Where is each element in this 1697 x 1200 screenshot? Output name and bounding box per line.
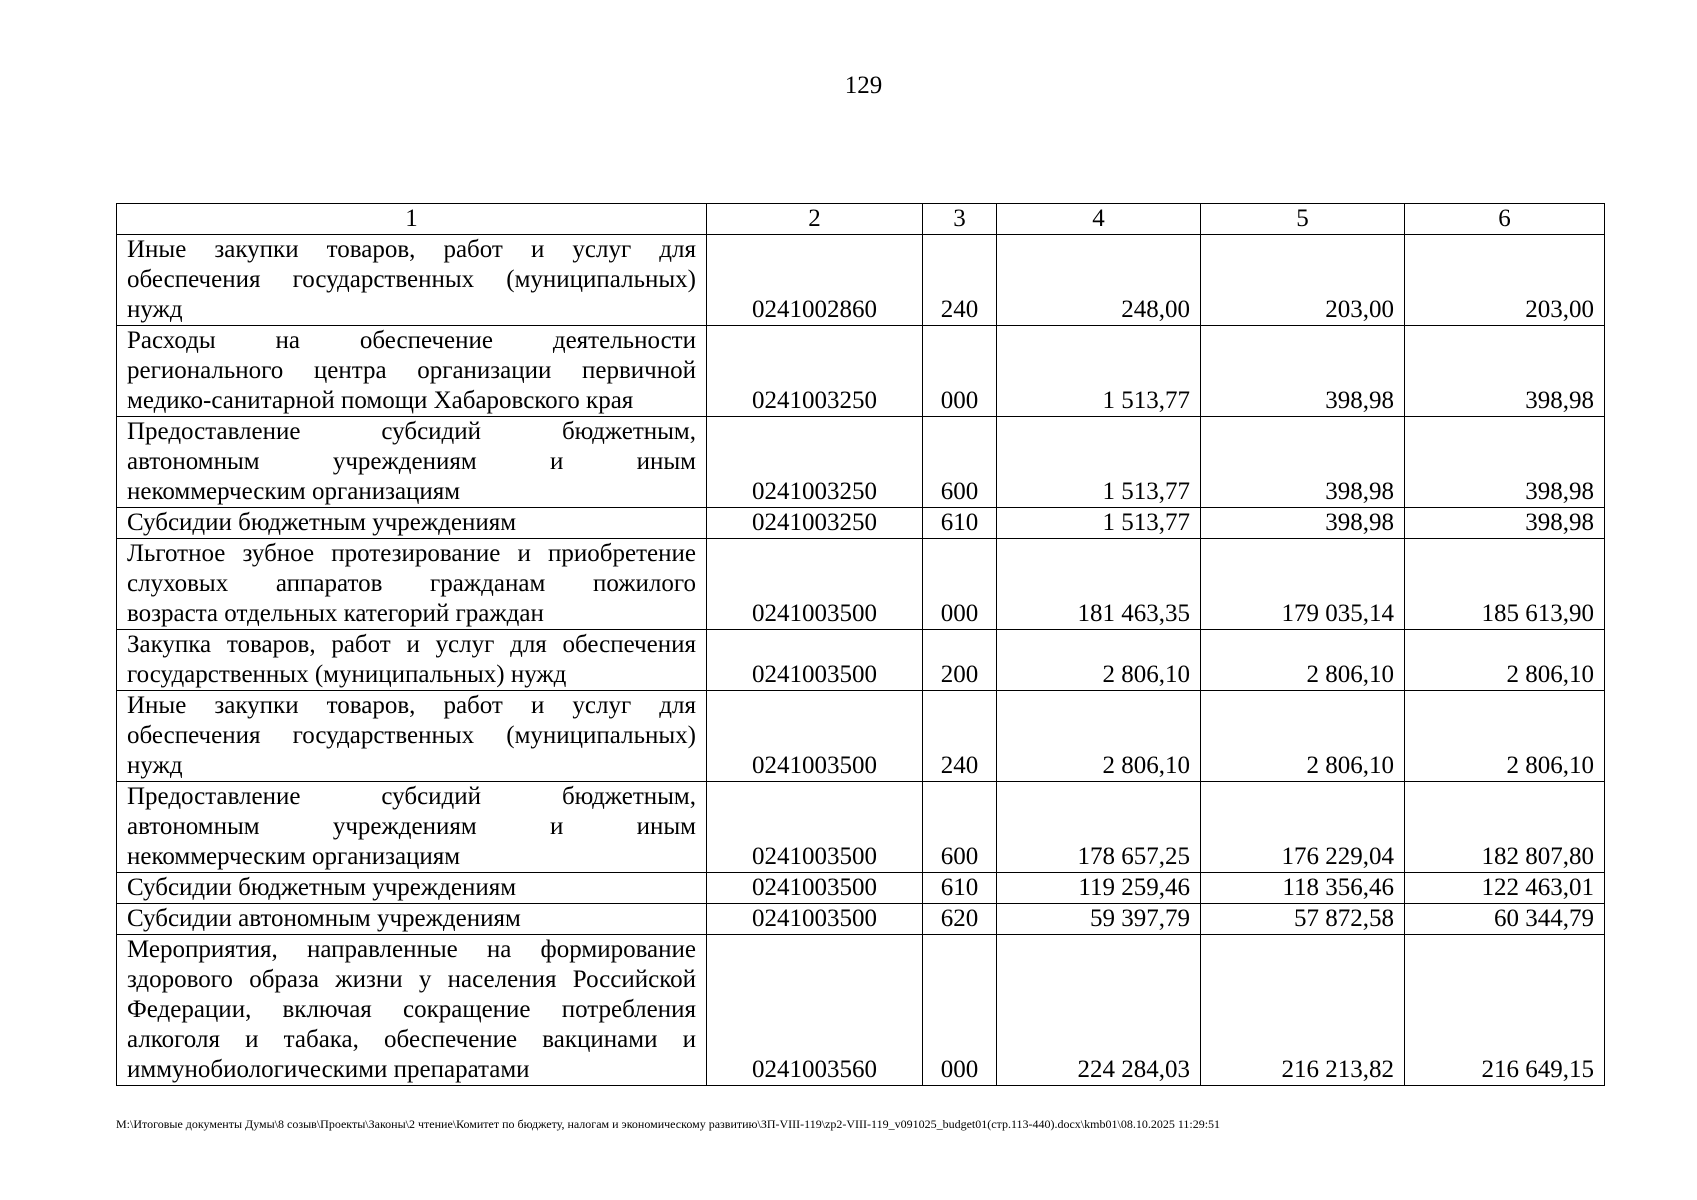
amount-cell-col4: 119 259,46 [997,873,1201,904]
column-number: 2 [707,204,923,235]
expenditure-name-line: возраста отдельных категорий граждан [127,600,544,627]
amount-cell-col5: 2 806,10 [1201,691,1405,782]
table-row [117,935,1605,1086]
column-number: 3 [923,204,997,235]
expenditure-name-line: слуховых аппаратов гражданам пожилого [127,570,696,597]
table-row [117,508,1605,539]
amount-cell-col6: 122 463,01 [1405,873,1605,904]
expenditure-name-line: Расходы на обеспечение деятельности [127,327,696,354]
target-article-code-cell: 0241003250 [707,508,923,539]
expense-type-code-cell: 000 [923,539,997,630]
amount-cell-col5: 398,98 [1201,326,1405,417]
expenditure-name-line: государственных (муниципальных) нужд [127,661,567,688]
expense-type-code-cell: 610 [923,873,997,904]
expenditure-name-cell [117,539,707,630]
amount-cell-col6: 60 344,79 [1405,904,1605,935]
expenditure-name-line: Льготное зубное протезирование и приобретение [127,540,696,567]
amount-cell-col6: 398,98 [1405,417,1605,508]
expenditure-name-line: Федерации, включая сокращение потребления [127,996,696,1023]
table-row [117,873,1605,904]
expenditure-name-line: некоммерческим организациям [127,478,461,505]
amount-cell-col6: 398,98 [1405,326,1605,417]
target-article-code-cell: 0241003560 [707,935,923,1086]
expenditure-name-cell [117,904,707,935]
column-number: 6 [1405,204,1605,235]
expenditure-name-line: Закупка товаров, работ и услуг для обеспечения [127,631,696,658]
expenditure-name-line: нужд [127,752,183,779]
expenditure-name-line: некоммерческим организациям [127,843,461,870]
target-article-code-cell: 0241003250 [707,326,923,417]
table-row [117,417,1605,508]
expenditure-name-cell [117,935,707,1086]
expenditure-name-cell [117,235,707,326]
table-body [117,235,1605,1086]
amount-cell-col4: 2 806,10 [997,691,1201,782]
amount-cell-col5: 57 872,58 [1201,904,1405,935]
expense-type-code-cell: 240 [923,235,997,326]
expenditure-name-line: регионального центра организации первичной [127,357,696,384]
amount-cell-col6: 182 807,80 [1405,782,1605,873]
expense-type-code-cell: 000 [923,935,997,1086]
expenditure-name-line: Предоставление субсидий бюджетным, [127,418,696,445]
amount-cell-col4: 1 513,77 [997,508,1201,539]
expenditure-name-line: автономным учреждениям и иным [127,448,696,475]
expenditure-name-line: иммунобиологическими препаратами [127,1056,530,1083]
expense-type-code-cell: 000 [923,326,997,417]
column-number: 1 [117,204,707,235]
expense-type-code-cell: 240 [923,691,997,782]
amount-cell-col5: 118 356,46 [1201,873,1405,904]
expenditure-name-cell [117,417,707,508]
expenditure-name-line: Мероприятия, направленные на формирование [127,936,696,963]
amount-cell-col4: 1 513,77 [997,417,1201,508]
expense-type-code-cell: 600 [923,782,997,873]
expenditure-name-line: Предоставление субсидий бюджетным, [127,783,696,810]
expenditure-name-line: обеспечения государственных (муниципальных) [127,722,696,749]
expenditure-name-line: обеспечения государственных (муниципальных) [127,266,696,293]
amount-cell-col4: 178 657,25 [997,782,1201,873]
target-article-code-cell: 0241003500 [707,782,923,873]
column-number: 4 [997,204,1201,235]
amount-cell-col6: 398,98 [1405,508,1605,539]
budget-table [116,203,1605,1086]
target-article-code-cell: 0241003500 [707,904,923,935]
amount-cell-col6: 203,00 [1405,235,1605,326]
expense-type-code-cell: 600 [923,417,997,508]
target-article-code-cell: 0241002860 [707,235,923,326]
expenditure-name-line: алкоголя и табака, обеспечение вакцинами и [127,1026,696,1053]
expense-type-code-cell: 200 [923,630,997,691]
expenditure-name-line: автономным учреждениям и иным [127,813,696,840]
amount-cell-col5: 2 806,10 [1201,630,1405,691]
amount-cell-col5: 176 229,04 [1201,782,1405,873]
target-article-code-cell: 0241003500 [707,873,923,904]
column-number: 5 [1201,204,1405,235]
table-row [117,782,1605,873]
expenditure-name-cell [117,691,707,782]
table-row [117,904,1605,935]
table-row [117,326,1605,417]
expenditure-name-line: Субсидии бюджетным учреждениям [127,509,517,536]
table-row [117,630,1605,691]
expenditure-name-cell [117,630,707,691]
expenditure-name-cell [117,873,707,904]
expense-type-code-cell: 620 [923,904,997,935]
amount-cell-col4: 181 463,35 [997,539,1201,630]
amount-cell-col4: 59 397,79 [997,904,1201,935]
column-number-row [117,204,1605,235]
expenditure-name-line: Иные закупки товаров, работ и услуг для [127,692,696,719]
target-article-code-cell: 0241003500 [707,691,923,782]
expenditure-name-line: медико-санитарной помощи Хабаровского края [127,387,634,414]
amount-cell-col5: 398,98 [1201,417,1405,508]
table-row [117,691,1605,782]
amount-cell-col6: 216 649,15 [1405,935,1605,1086]
amount-cell-col4: 248,00 [997,235,1201,326]
page-number: 129 [844,72,883,99]
amount-cell-col6: 2 806,10 [1405,630,1605,691]
table-row [117,235,1605,326]
amount-cell-col5: 216 213,82 [1201,935,1405,1086]
target-article-code-cell: 0241003500 [707,539,923,630]
amount-cell-col4: 224 284,03 [997,935,1201,1086]
amount-cell-col5: 203,00 [1201,235,1405,326]
amount-cell-col4: 1 513,77 [997,326,1201,417]
expenditure-name-cell [117,782,707,873]
expenditure-name-line: нужд [127,296,183,323]
file-path-footer: M:\Итоговые документы Думы\8 созыв\Проекты\Законы\2 чтение\Комитет по бюджету, налогам и экономическому развитию\ЗП-VIII-119\zp2-VIII-119_v091025_budget01(стр.113-440).docx\kmb01\08.10.2025 11:29:51 [116,1117,1221,1131]
target-article-code-cell: 0241003500 [707,630,923,691]
expenditure-name-line: здорового образа жизни у населения Российской [127,966,696,993]
expenditure-name-line: Субсидии автономным учреждениям [127,905,521,932]
amount-cell-col5: 179 035,14 [1201,539,1405,630]
amount-cell-col4: 2 806,10 [997,630,1201,691]
table-row [117,539,1605,630]
expense-type-code-cell: 610 [923,508,997,539]
target-article-code-cell: 0241003250 [707,417,923,508]
amount-cell-col6: 185 613,90 [1405,539,1605,630]
expenditure-name-line: Субсидии бюджетным учреждениям [127,874,517,901]
amount-cell-col5: 398,98 [1201,508,1405,539]
amount-cell-col6: 2 806,10 [1405,691,1605,782]
expenditure-name-cell [117,326,707,417]
expenditure-name-line: Иные закупки товаров, работ и услуг для [127,236,696,263]
expenditure-name-cell [117,508,707,539]
